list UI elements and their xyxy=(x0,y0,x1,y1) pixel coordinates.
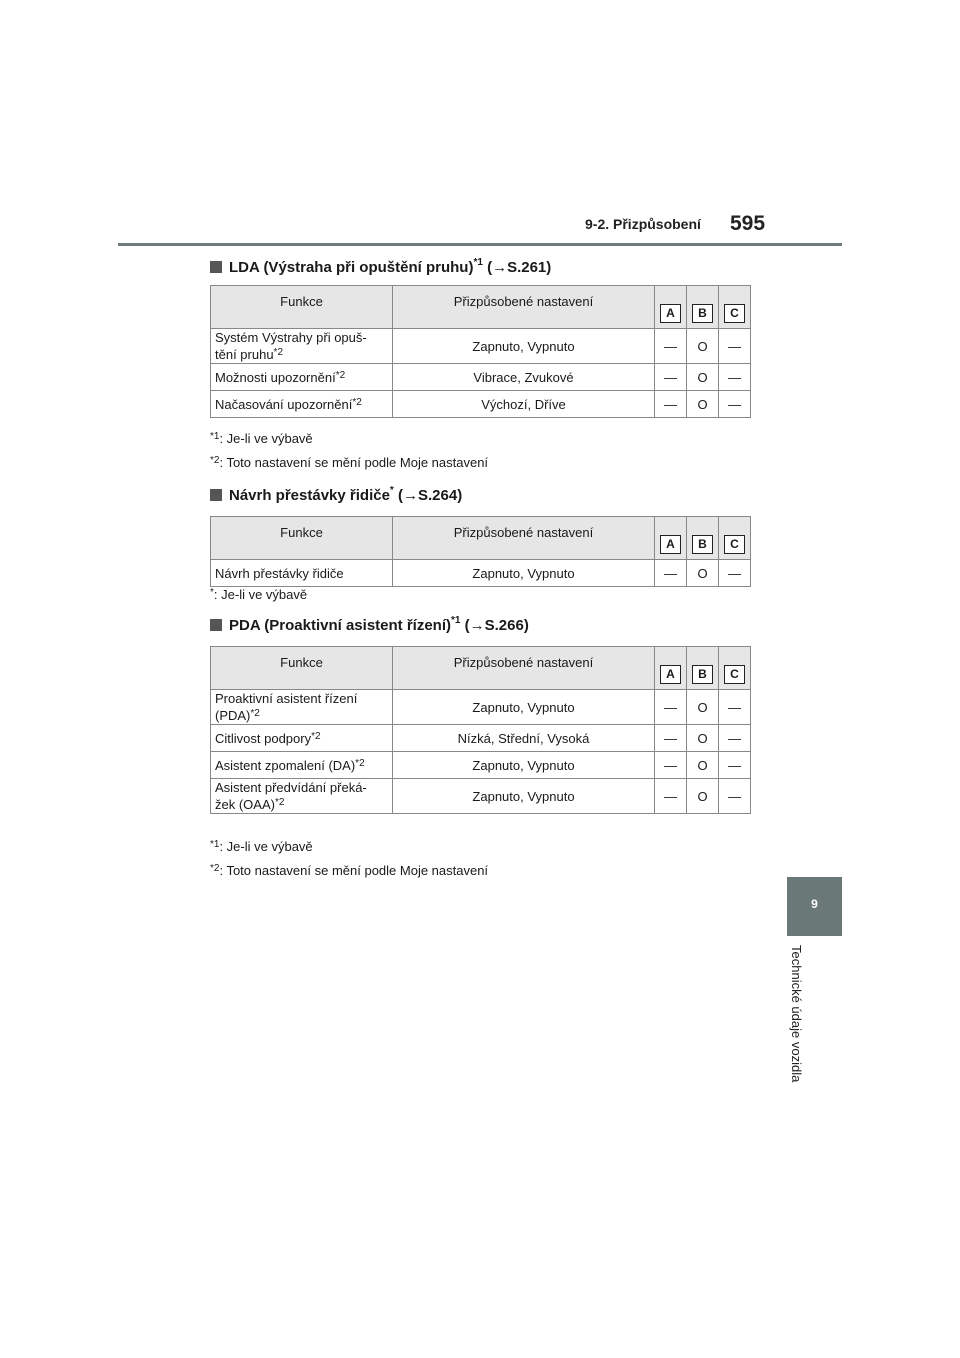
chapter-tab-number: 9 xyxy=(811,897,818,911)
footnotes xyxy=(210,427,488,475)
column-header-function: Funkce xyxy=(211,647,393,690)
footnote: *: Je-li ve výbavě xyxy=(210,587,308,602)
footnote: $^{*1}$: Je-li ve výbavě xyxy=(210,839,313,854)
table-row xyxy=(211,690,751,725)
function-name: Systém Výstrahy při opuš- tění pruhu$^{*2}$ xyxy=(211,329,393,364)
function-name: Citlivost podpory$^{*2}$ xyxy=(211,725,393,752)
mark-c: — xyxy=(719,364,751,391)
column-header-b: B xyxy=(692,304,713,323)
section-heading: Návrh přestávky řidiče* (→S.264) xyxy=(210,487,462,504)
column-header-b: B xyxy=(692,665,713,684)
settings-table xyxy=(210,516,751,587)
mark-a: — xyxy=(655,560,687,587)
arrow-right-icon: → xyxy=(492,259,508,276)
mark-b: O xyxy=(687,560,719,587)
page-reference-link[interactable]: S.264) xyxy=(418,487,463,504)
table-row xyxy=(211,725,751,752)
function-name: Proaktivní asistent řízení (PDA)$^{*2}$ xyxy=(211,690,393,725)
function-name: Načasování upozornění$^{*2}$ xyxy=(211,391,393,418)
footnote: $^{*2}$: Toto nastavení se mění podle Moje nastavení xyxy=(210,863,489,878)
square-bullet-icon xyxy=(210,261,222,273)
chapter-title: 9-2. Přizpůsobení xyxy=(585,216,701,232)
footnote: $^{*2}$: Toto nastavení se mění podle Moje nastavení xyxy=(210,455,489,470)
mark-b: O xyxy=(687,752,719,779)
mark-c: — xyxy=(719,752,751,779)
column-header-function: Funkce xyxy=(211,517,393,560)
chapter-tab[interactable] xyxy=(787,877,842,936)
mark-a: — xyxy=(655,725,687,752)
column-header-c: C xyxy=(724,535,745,554)
column-header-a: A xyxy=(660,535,681,554)
footnote: $^{*1}$: Je-li ve výbavě xyxy=(210,431,313,446)
chapter-tab-label: Technické údaje vozidla xyxy=(789,945,804,1083)
setting-options: Výchozí, Dříve xyxy=(393,391,655,418)
footnotes xyxy=(210,583,307,607)
mark-c: — xyxy=(719,329,751,364)
setting-options: Nízká, Střední, Vysoká xyxy=(393,725,655,752)
square-bullet-icon xyxy=(210,489,222,501)
page-reference-link[interactable]: S.261) xyxy=(507,259,552,276)
footnotes xyxy=(210,835,488,883)
column-header-setting: Přizpůsobené nastavení xyxy=(393,647,655,690)
table-row xyxy=(211,391,751,418)
mark-b: O xyxy=(687,391,719,418)
mark-c: — xyxy=(719,391,751,418)
mark-a: — xyxy=(655,690,687,725)
setting-options: Vibrace, Zvukové xyxy=(393,364,655,391)
column-header-function: Funkce xyxy=(211,286,393,329)
mark-a: — xyxy=(655,364,687,391)
table-header-row xyxy=(211,517,751,560)
column-header-a: A xyxy=(660,304,681,323)
setting-options: Zapnuto, Vypnuto xyxy=(393,329,655,364)
function-name: Možnosti upozornění$^{*2}$ xyxy=(211,364,393,391)
column-header-setting: Přizpůsobené nastavení xyxy=(393,517,655,560)
setting-options: Zapnuto, Vypnuto xyxy=(393,779,655,814)
function-name: Asistent předvídání překá- žek (OAA)$^{*2}$ xyxy=(211,779,393,814)
section-heading: LDA (Výstraha při opuštění pruhu)$^{*1}$ (→S.261) xyxy=(210,259,551,276)
mark-b: O xyxy=(687,779,719,814)
table-row xyxy=(211,329,751,364)
mark-a: — xyxy=(655,752,687,779)
table-header-row xyxy=(211,647,751,690)
arrow-right-icon: → xyxy=(403,487,418,504)
table-row xyxy=(211,752,751,779)
square-bullet-icon xyxy=(210,619,222,631)
mark-b: O xyxy=(687,364,719,391)
mark-a: — xyxy=(655,779,687,814)
mark-c: — xyxy=(719,560,751,587)
function-name: Návrh přestávky řidiče xyxy=(211,560,393,587)
mark-b: O xyxy=(687,329,719,364)
mark-c: — xyxy=(719,690,751,725)
table-header-row xyxy=(211,286,751,329)
mark-c: — xyxy=(719,779,751,814)
column-header-setting: Přizpůsobené nastavení xyxy=(393,286,655,329)
settings-table xyxy=(210,285,751,418)
setting-options: Zapnuto, Vypnuto xyxy=(393,560,655,587)
arrow-right-icon: → xyxy=(469,617,485,634)
page-number: 595 xyxy=(730,212,766,235)
section-heading: PDA (Proaktivní asistent řízení)$^{*1}$ (→S.266) xyxy=(210,617,529,634)
column-header-c: C xyxy=(724,665,745,684)
mark-b: O xyxy=(687,725,719,752)
mark-a: — xyxy=(655,329,687,364)
setting-options: Zapnuto, Vypnuto xyxy=(393,690,655,725)
table-row xyxy=(211,364,751,391)
mark-c: — xyxy=(719,725,751,752)
mark-a: — xyxy=(655,391,687,418)
column-header-b: B xyxy=(692,535,713,554)
column-header-a: A xyxy=(660,665,681,684)
settings-table xyxy=(210,646,751,814)
setting-options: Zapnuto, Vypnuto xyxy=(393,752,655,779)
table-row xyxy=(211,779,751,814)
mark-b: O xyxy=(687,690,719,725)
function-name: Asistent zpomalení (DA)$^{*2}$ xyxy=(211,752,393,779)
page-reference-link[interactable]: S.266) xyxy=(484,617,529,634)
header-rule xyxy=(118,243,842,246)
column-header-c: C xyxy=(724,304,745,323)
